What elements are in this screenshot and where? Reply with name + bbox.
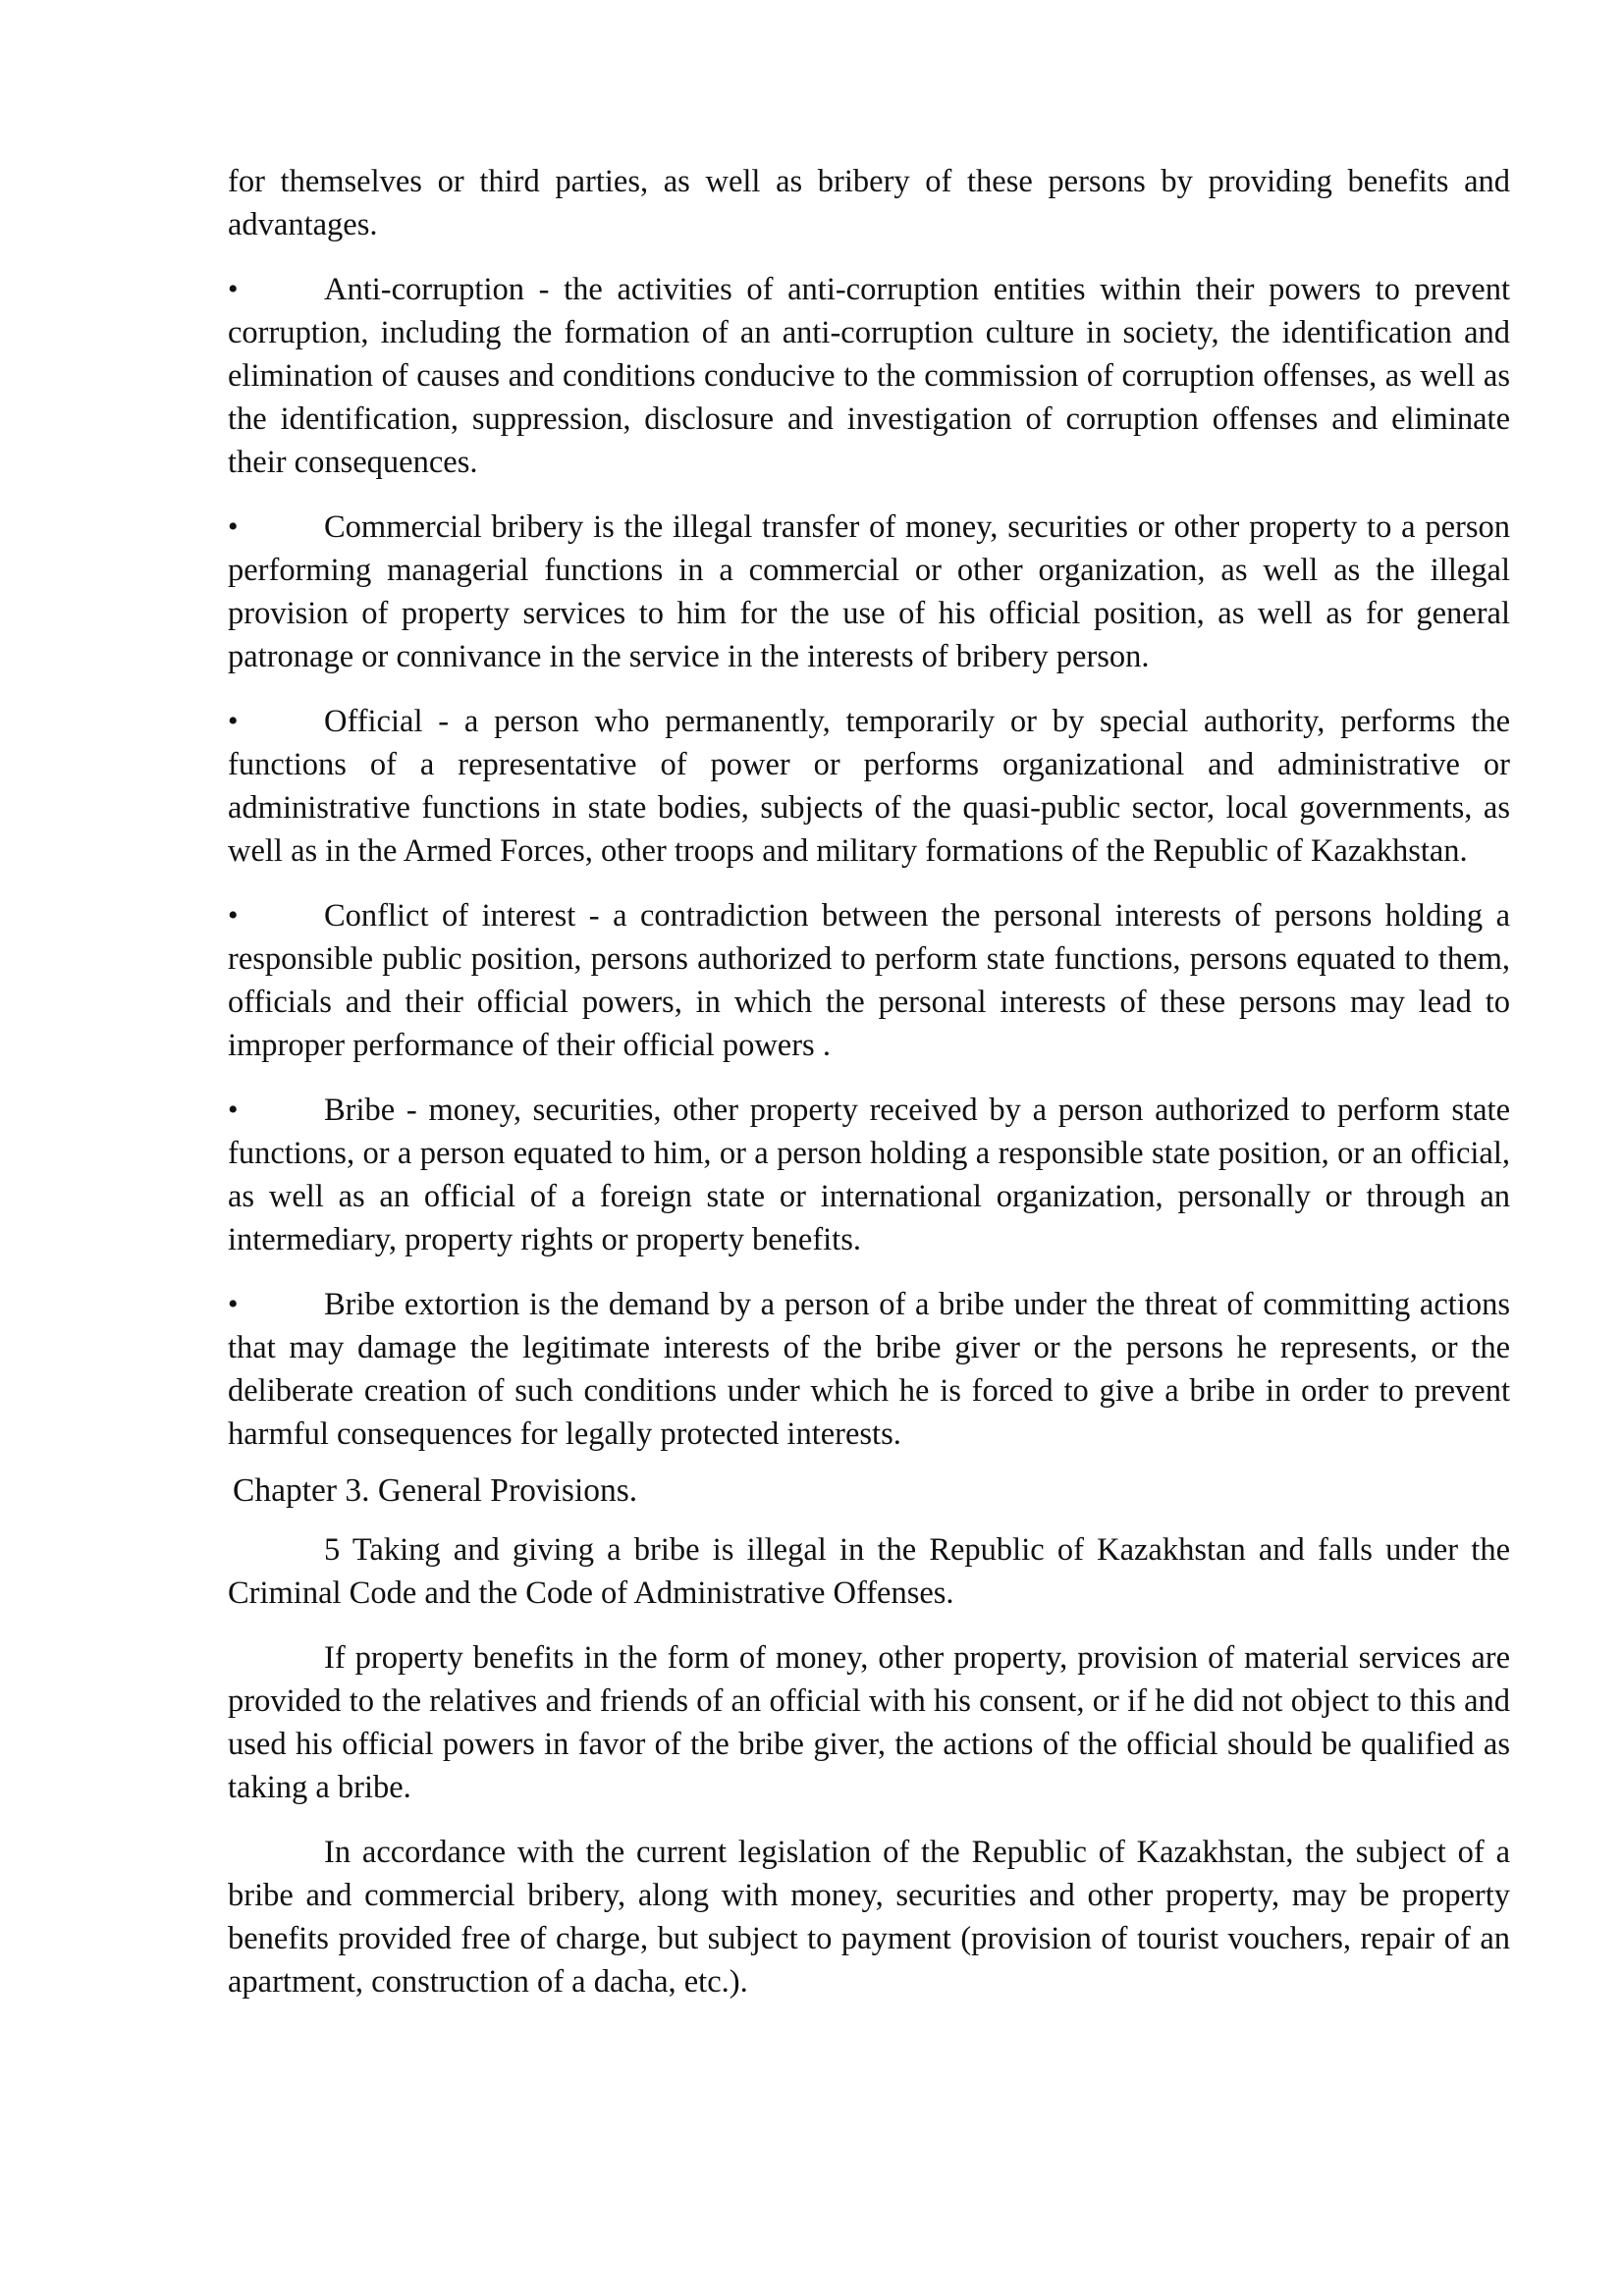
bullet-icon: • xyxy=(228,273,239,305)
definition-text: Commercial bribery is the illegal transfer of money, securities or other property to a person performing managerial functions in a commercial or other organization, as well as the illegal provision of property services to him for the use of his official position, as well as for general patronage or connivance in the service in the interests of bribery person. xyxy=(228,509,1510,674)
definition-text: Anti-corruption - the activities of anti-corruption entities within their powers to prevent corruption, including the formation of an anti-corruption culture in society, the identification and elimination of causes and conditions conducive to the commission of corruption offenses, as well as the identification, suppression, disclosure and investigation of corruption offenses and eliminate their consequences. xyxy=(228,272,1510,480)
definition-text: Official - a person who permanently, temporarily or by special authority, performs the functions of a representative of power or performs organizational and administrative or administrative functions in state bodies, subjects of the quasi-public sector, local governments, as well as in the Armed Forces, other troops and military formations of the Republic of Kazakhstan. xyxy=(228,704,1510,869)
definition-text: Bribe extortion is the demand by a person of a bribe under the threat of committing actions that may damage the legitimate interests of the bribe giver or the persons he represents, or the deliberate creation of such conditions under which he is forced to give a bribe in order to prevent harmful consequences for legally protected interests. xyxy=(228,1287,1510,1452)
definition-text: Bribe - money, securities, other property received by a person authorized to perform state functions, or a person equated to him, or a person holding a responsible state position, or an official, as well as an official of a foreign state or international organization, personally or through an intermediary, property rights or property benefits. xyxy=(228,1093,1510,1257)
document-page xyxy=(228,160,1510,2025)
definition-official xyxy=(228,700,1510,873)
bullet-icon: • xyxy=(228,1288,239,1320)
chapter-paragraph-bribe-illegal: 5 Taking and giving a bribe is illegal in the Republic of Kazakhstan and falls under the Criminal Code and the Code of Administrative Offenses. xyxy=(228,1532,1510,1611)
chapter-paragraph-subject-of-bribe: In accordance with the current legislation of the Republic of Kazakhstan, the subject of a bribe and commercial bribery, along with money, securities and other property, may be property benefits provided free of charge, but subject to payment (provision of tourist vouchers, repair of an apartment, construction of a dacha, etc.). xyxy=(228,1835,1510,2000)
bullet-icon: • xyxy=(228,510,239,543)
continuation-paragraph: for themselves or third parties, as well as bribery of these persons by providing benefits and advantages. xyxy=(228,164,1510,242)
definition-conflict-of-interest xyxy=(228,894,1510,1067)
bullet-icon: • xyxy=(228,705,239,737)
definition-anti-corruption xyxy=(228,268,1510,484)
definition-bribe-extortion xyxy=(228,1283,1510,1456)
chapter-heading: Chapter 3. General Provisions. xyxy=(233,1472,638,1509)
bullet-icon: • xyxy=(228,1094,239,1126)
definition-commercial-bribery xyxy=(228,506,1510,678)
chapter-paragraph-relatives-benefits: If property benefits in the form of money, other property, provision of material services are provided to the relatives and friends of an official with his consent, or if he did not object to this and used his official powers in favor of the bribe giver, the actions of the official should be qualified as taking a bribe. xyxy=(228,1640,1510,1805)
bullet-icon: • xyxy=(228,899,239,932)
definition-text: Conflict of interest - a contradiction between the personal interests of persons holding a responsible public position, persons authorized to perform state functions, persons equated to them, officials and their official powers, in which the personal interests of these persons may lead to improper performance of their official powers . xyxy=(228,898,1510,1063)
definition-bribe xyxy=(228,1089,1510,1261)
